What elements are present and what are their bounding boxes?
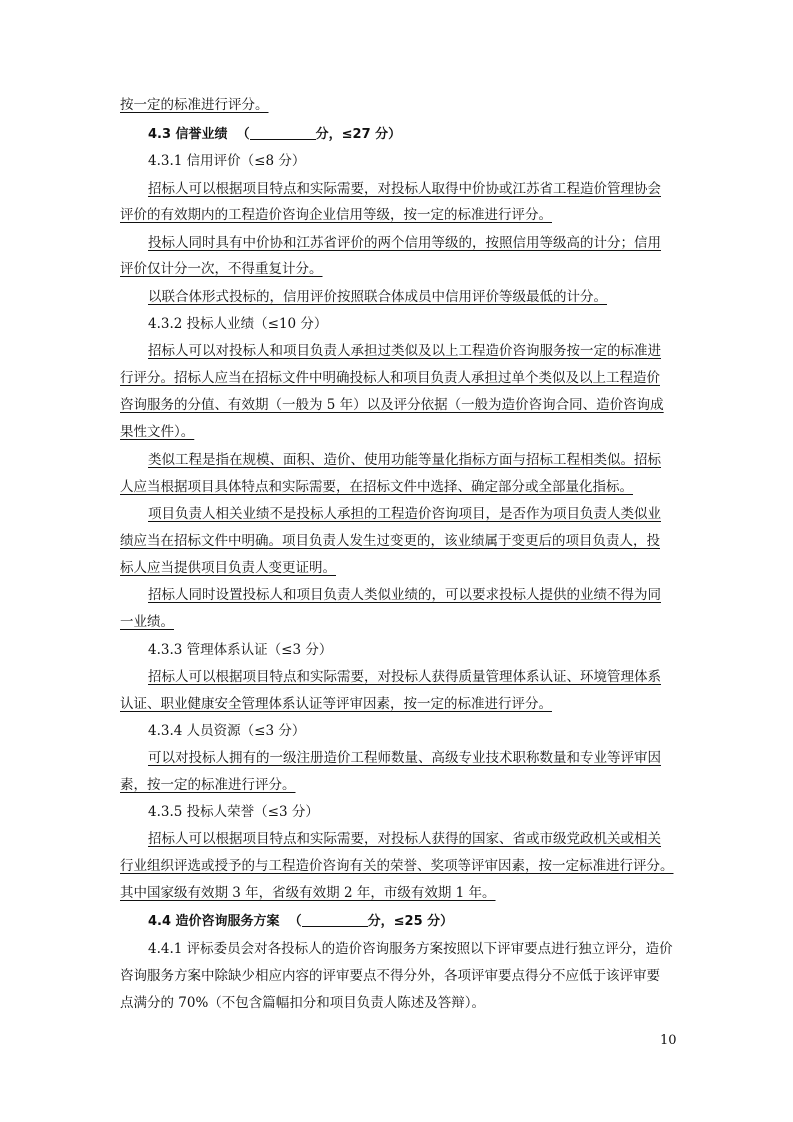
- subsection-heading: 4.3.3 管理体系认证（≤3 分）: [148, 642, 333, 658]
- paragraph-line: 招标人可以根据项目特点和实际需要，对投标人获得质量管理体系认证、环境管理体系: [148, 669, 661, 685]
- paragraph-line: 果性文件）。: [120, 424, 195, 440]
- paragraph-line: 4.4.1 评标委员会对各投标人的造价咨询服务方案按照以下评审要点进行独立评分，造价: [148, 941, 673, 957]
- section-title: 4.4 造价咨询服务方案: [148, 914, 280, 929]
- section-heading-4-4: 4.4 造价咨询服务方案 （ 分，≤25 分）: [148, 914, 454, 929]
- paragraph-line: 素，按一定的标准进行评分。: [120, 777, 296, 793]
- paragraph-line: 人应当根据项目具体特点和实际需要，在招标文件中选择、确定部分或全部量化指标。: [120, 479, 633, 495]
- paragraph-line: 项目负责人相关业绩不是投标人承担的工程造价咨询项目，是否作为项目负责人类似业: [148, 506, 661, 522]
- subsection-heading: 4.3.2 投标人业绩（≤10 分）: [148, 316, 328, 332]
- paragraph-line: 行评分。招标人应当在招标文件中明确投标人和项目负责人承担过单个类似及以上工程造价: [120, 370, 660, 386]
- paragraph-line: 绩应当在招标文件中明确。项目负责人发生过变更的，该业绩属于变更后的项目负责人，投: [120, 533, 660, 549]
- score-blank: [250, 125, 316, 140]
- paragraph-line: 投标人同时具有中价协和江苏省评价的两个信用等级的，按照信用等级高的计分；信用: [148, 235, 661, 251]
- paragraph-line: 招标人可以根据项目特点和实际需要，对投标人获得的国家、省或市级党政机关或相关: [148, 831, 661, 847]
- paragraph-line: 招标人可以根据项目特点和实际需要，对投标人取得中价协或江苏省工程造价管理协会: [148, 181, 661, 197]
- score-blank: [302, 912, 368, 927]
- section-heading-4-3: 4.3 信誉业绩 （ 分，≤27 分）: [148, 127, 402, 142]
- page-number: 10: [660, 1033, 677, 1048]
- paragraph-line: 招标人同时设置投标人和项目负责人类似业绩的，可以要求投标人提供的业绩不得为同: [148, 587, 661, 603]
- paragraph-line: 标人应当提供项目负责人变更证明。: [120, 560, 336, 576]
- paragraph-line: 以联合体形式投标的，信用评价按照联合体成员中信用评价等级最低的计分。: [148, 289, 607, 305]
- paragraph-line: 类似工程是指在规模、面积、造价、使用功能等量化指标方面与招标工程相类似。招标: [148, 452, 661, 468]
- paragraph-line: 其中国家级有效期 3 年，省级有效期 2 年，市级有效期 1 年。: [120, 885, 496, 901]
- section-title: 4.3 信誉业绩: [148, 127, 228, 142]
- paragraph-line: 招标人可以对投标人和项目负责人承担过类似及以上工程造价咨询服务按一定的标准进: [148, 343, 661, 359]
- paragraph-line: 咨询服务的分值、有效期（一般为 5 年）以及评分依据（一般为造价咨询合同、造价咨询成: [120, 397, 664, 413]
- paragraph-line: 按一定的标准进行评分。: [120, 97, 269, 113]
- subsection-heading: 4.3.5 投标人荣誉（≤3 分）: [148, 804, 319, 820]
- paragraph-line: 行业组织评选或授予的与工程造价咨询有关的荣誉、奖项等评审因素，按一定标准进行评分。: [120, 858, 674, 874]
- subsection-heading: 4.3.4 人员资源（≤3 分）: [148, 723, 306, 739]
- paragraph-line: 点满分的 70%（不包含篇幅扣分和项目负责人陈述及答辩）。: [120, 995, 486, 1011]
- paragraph-line: 认证、职业健康安全管理体系认证等评审因素，按一定的标准进行评分。: [120, 696, 552, 712]
- paragraph-line: 一业绩。: [120, 614, 174, 630]
- subsection-heading: 4.3.1 信用评价（≤8 分）: [148, 153, 306, 169]
- paragraph-line: 评价仅计分一次，不得重复计分。: [120, 261, 323, 277]
- paragraph-line: 咨询服务方案中除缺少相应内容的评审要点不得分外，各项评审要点得分不应低于该评审要: [120, 968, 660, 984]
- paragraph-line: 评价的有效期内的工程造价咨询企业信用等级，按一定的标准进行评分。: [120, 207, 552, 223]
- paragraph-line: 可以对投标人拥有的一级注册造价工程师数量、高级专业技术职称数量和专业等评审因: [148, 750, 661, 766]
